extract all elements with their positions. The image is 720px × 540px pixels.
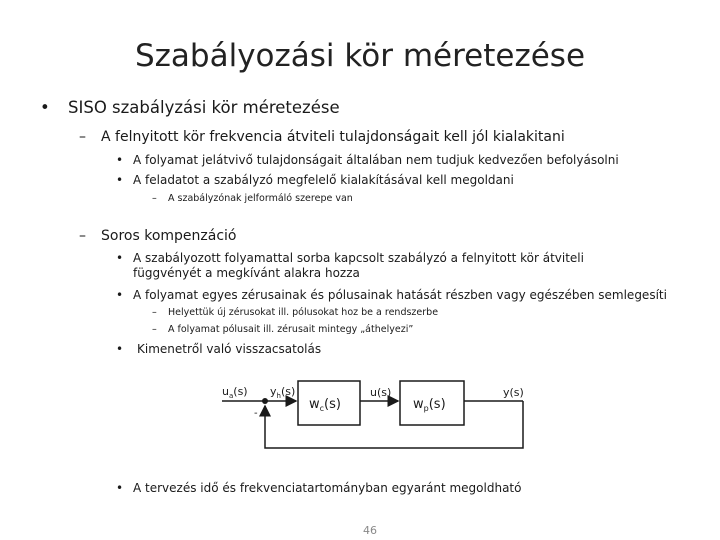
- minus-sign: -: [254, 408, 258, 419]
- bullet-series-controller: A szabályozott folyamattal sorba kapcsolt szabályzó a felnyitott kör átviteli függvényét a megkívánt alakra hozza: [133, 251, 584, 280]
- bullet-neutralize: A folyamat egyes zérusainak és pólusainak hatását részben vagy egészében semlegesíti: [133, 288, 667, 302]
- bullet-dash-icon: –: [152, 193, 157, 204]
- bullet-dash-icon: –: [152, 324, 157, 335]
- plant-label: $w_p(s)$: [413, 397, 446, 413]
- bullet-dash-icon: –: [79, 228, 86, 244]
- bullet-shaping-role: A szabályzónak jelformáló szerepe van: [168, 193, 353, 204]
- bullet-process-properties: A folyamat jelátvivő tulajdonságait általában nem tudjuk kedvezően befolyásolni: [133, 153, 619, 167]
- bullet-dot-icon: •: [116, 288, 124, 302]
- bullet-relocate-poles: A folyamat pólusait ill. zérusait mintegy „áthelyezi”: [168, 324, 414, 335]
- bullet-series-compensation: Soros kompenzáció: [101, 228, 237, 244]
- bullet-new-zeros: Helyettük új zérusokat ill. pólusokat hoz be a rendszerbe: [168, 307, 439, 318]
- bullet-dot-icon: •: [40, 98, 50, 117]
- page-number: 46: [363, 524, 377, 537]
- bullet-dash-icon: –: [152, 307, 157, 318]
- reference-input-label: $u_a(s)$: [222, 385, 248, 400]
- bullet-dot-icon: •: [116, 173, 124, 187]
- bullet-dot-icon: •: [116, 342, 124, 356]
- bullet-output-feedback: Kimenetről való visszacsatolás: [137, 342, 322, 356]
- bullet-dot-icon: •: [116, 251, 124, 265]
- bullet-open-loop: A felnyitott kör frekvencia átviteli tulajdonságait kell jól kialakitani: [101, 129, 565, 145]
- bullet-dash-icon: –: [79, 129, 86, 145]
- bullet-dot-icon: •: [116, 153, 124, 167]
- slide-title: Szabályozási kör méretezése: [134, 38, 586, 74]
- bullet-siso: SISO szabályzási kör méretezése: [68, 98, 340, 117]
- bullet-controller-design: A feladatot a szabályzó megfelelő kialakításával kell megoldani: [133, 173, 514, 187]
- output-label: y(s): [503, 386, 524, 399]
- bullet-design-domains: A tervezés idő és frekvenciatartományban egyaránt megoldható: [133, 481, 522, 495]
- bullet-dot-icon: •: [116, 481, 124, 495]
- controller-label: $w_c(s)$: [309, 397, 341, 413]
- control-signal-label: u(s): [370, 386, 392, 399]
- error-signal-label: $y_h(s)$: [270, 385, 296, 400]
